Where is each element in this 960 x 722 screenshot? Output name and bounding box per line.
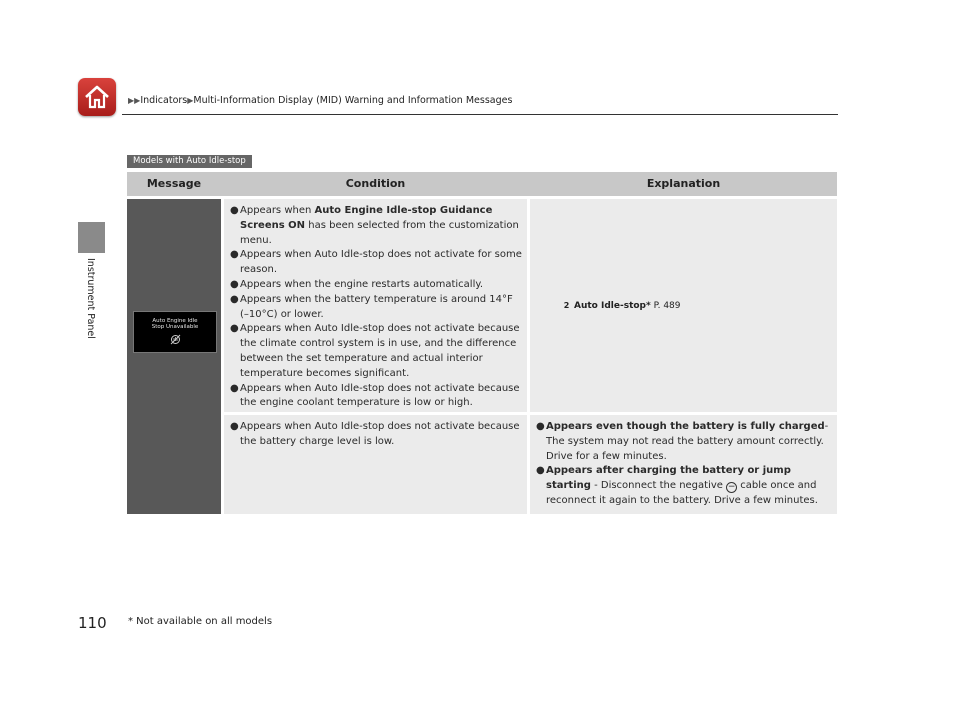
list-item: ● Appears when Auto Idle-stop does not activate for some reason. bbox=[230, 249, 522, 276]
list-item: ● Appears when Auto Engine Idle-stop Guidance Screens ON has been selected from the customization menu. bbox=[230, 205, 519, 246]
reference-asterisk: * bbox=[646, 301, 651, 311]
display-line-1: Auto Engine Idle bbox=[152, 318, 198, 324]
list-item: ● Appears when Auto Idle-stop does not activate because the battery charge level is low. bbox=[230, 421, 520, 447]
reference-arrow-icon: 2 bbox=[563, 301, 570, 310]
condition-cell-1 bbox=[224, 199, 527, 412]
list-item: ● Appears when Auto Idle-stop does not activate because the climate control system is in use, and the difference between the set temperature and actual interior temperature becomes significant. bbox=[230, 323, 520, 379]
explanation-cell-1 bbox=[530, 199, 837, 412]
reference-title: Auto Idle-stop bbox=[574, 301, 646, 311]
list-item: ● Appears when the engine restarts automatically. bbox=[230, 278, 484, 290]
breadcrumb-item-indicators[interactable]: Indicators bbox=[140, 95, 188, 106]
list-item: ● Appears when the battery temperature is around 14°F (–10°C) or lower. bbox=[230, 293, 513, 320]
reference-page: P. 489 bbox=[650, 301, 681, 311]
breadcrumb-arrows: ▶▶ bbox=[128, 96, 141, 105]
explanation-cell-2 bbox=[530, 415, 837, 514]
breadcrumb-arrow: ▶ bbox=[187, 96, 194, 105]
header-condition: Condition bbox=[345, 177, 406, 190]
models-tag: Models with Auto Idle-stop bbox=[127, 155, 252, 168]
section-tab-marker bbox=[78, 222, 105, 253]
breadcrumb bbox=[128, 95, 512, 106]
message-cell bbox=[127, 199, 221, 514]
table-header bbox=[127, 172, 837, 196]
home-button[interactable] bbox=[78, 78, 116, 116]
minus-terminal-icon: − bbox=[727, 482, 736, 493]
list-item: ● Appears when Auto Idle-stop does not activate because the engine coolant temperature is low or high. bbox=[230, 382, 520, 409]
header-message: Message bbox=[146, 177, 202, 190]
condition-cell-2 bbox=[224, 415, 527, 514]
breadcrumb-item-mid-messages[interactable]: Multi-Information Display (MID) Warning and Information Messages bbox=[193, 95, 513, 106]
header-explanation: Explanation bbox=[646, 177, 721, 190]
list-item: ● Appears after charging the battery or jump starting - Disconnect the negative − cable once and reconnect it again to the battery. Drive a few minutes. bbox=[536, 465, 818, 506]
section-label: Instrument Panel bbox=[85, 258, 96, 339]
header-divider bbox=[122, 114, 838, 115]
mid-display-image bbox=[133, 311, 217, 353]
footnote: * Not available on all models bbox=[128, 616, 273, 627]
display-line-2: Stop Unavailable bbox=[151, 324, 199, 330]
cross-reference-link[interactable] bbox=[562, 301, 681, 311]
page-number: 110 bbox=[78, 614, 107, 632]
auto-idle-stop-icon bbox=[170, 334, 181, 345]
home-icon bbox=[82, 82, 112, 112]
setting-name: Auto Engine Idle-stop Guidance Screens ON bbox=[240, 205, 493, 231]
list-item: ● Appears even though the battery is fully charged- The system may not read the battery amount correctly. Drive for a few minutes. bbox=[536, 421, 829, 462]
